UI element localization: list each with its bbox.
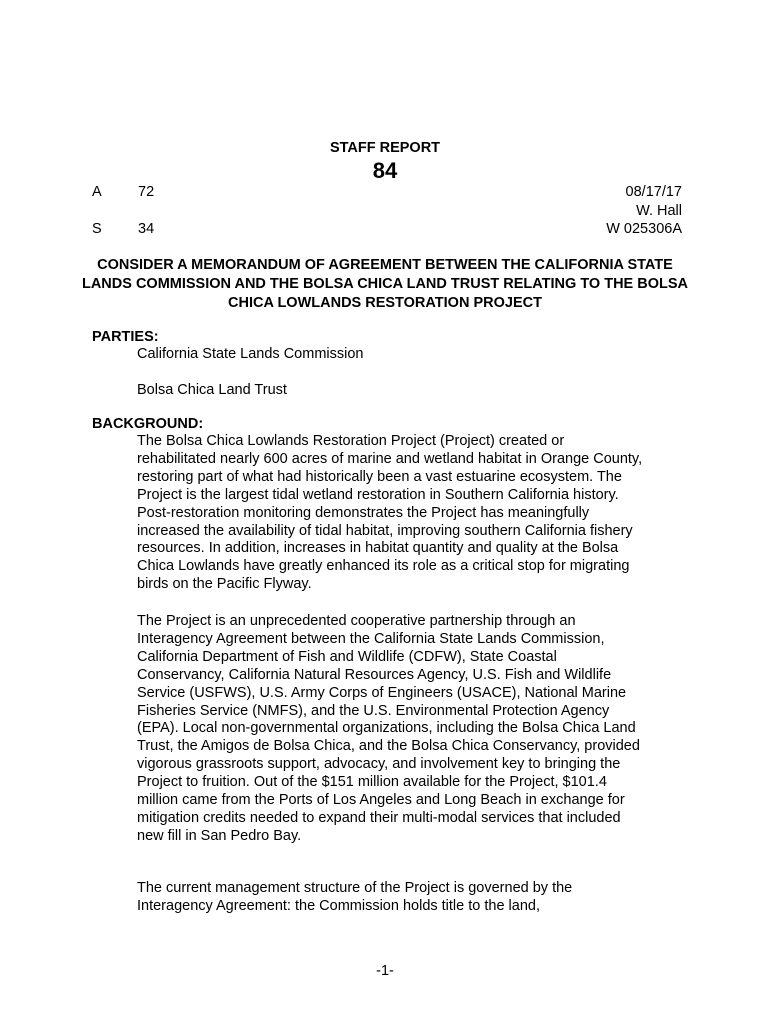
background-heading: BACKGROUND: [92, 416, 204, 432]
report-number: 84 [372, 158, 398, 183]
report-title: CONSIDER A MEMORANDUM OF AGREEMENT BETWEEN THE CALIFORNIA STATE LANDS COMMISSION AND THE BOLSA CHICA LAND TRUST RELATING TO THE BOLSA CHICA LOWLANDS RESTORATION PROJECT [81, 257, 689, 311]
meta-date: 08/17/17 [625, 184, 682, 200]
meta-number: 34 [138, 221, 155, 237]
meta-file-number: W 025306A [606, 221, 682, 237]
meta-row-senate [92, 221, 682, 240]
party-item: California State Lands Commission [137, 346, 364, 362]
page-number: -1- [376, 963, 394, 979]
party-item: Bolsa Chica Land Trust [137, 382, 287, 398]
meta-code: A [92, 184, 102, 200]
meta-row-staff [92, 203, 682, 222]
background-paragraph: The Project is an unprecedented cooperative partnership through an Interagency Agreement between the California State Lands Commission, California Department of Fish and Wildlife (CDFW), State Coastal Conservancy, California Natural Resources Agency, U.S. Fish and Wildlife Service (USFWS), U.S. Army Corps of Engineers (USACE), National Marine Fisheries Service (NMFS), and the U.S. Environmental Protection Agency (EPA). Local non-governmental organizations, including the Bolsa Chica Land Trust, the Amigos de Bolsa Chica, and the Bolsa Chica Conservancy, provided vigorous grassroots support, advocacy, and involvement key to bringing the Project to fruition. Out of the $151 million available for the Project, $101.4 million came from the Ports of Los Angeles and Long Beach in exchange for mitigation credits needed to expand their multi-modal services that included new fill in San Pedro Bay. [137, 613, 640, 844]
background-paragraph: The Bolsa Chica Lowlands Restoration Project (Project) created or rehabilitated nearly 600 acres of marine and wetland habitat in Orange County, restoring part of what had historically been a vast estuarine ecosystem. The Project is the largest tidal wetland restoration in Southern California history. Post-restoration monitoring demonstrates the Project has meaningfully increased the availability of tidal habitat, improving southern California fishery resources. In addition, increases in habitat quantity and quality at the Bolsa Chica Lowlands have greatly enhanced its role as a critical stop for migrating birds on the Pacific Flyway. [137, 433, 643, 593]
background-paragraph: The current management structure of the Project is governed by the Interagency Agreement: the Commission holds title to the land, [137, 880, 573, 914]
meta-code: S [92, 221, 102, 237]
meta-staff-name: W. Hall [636, 203, 682, 219]
report-label: STAFF REPORT [329, 140, 441, 156]
parties-heading: PARTIES: [92, 329, 159, 345]
meta-number: 72 [138, 184, 155, 200]
meta-row-assembly [92, 184, 682, 203]
